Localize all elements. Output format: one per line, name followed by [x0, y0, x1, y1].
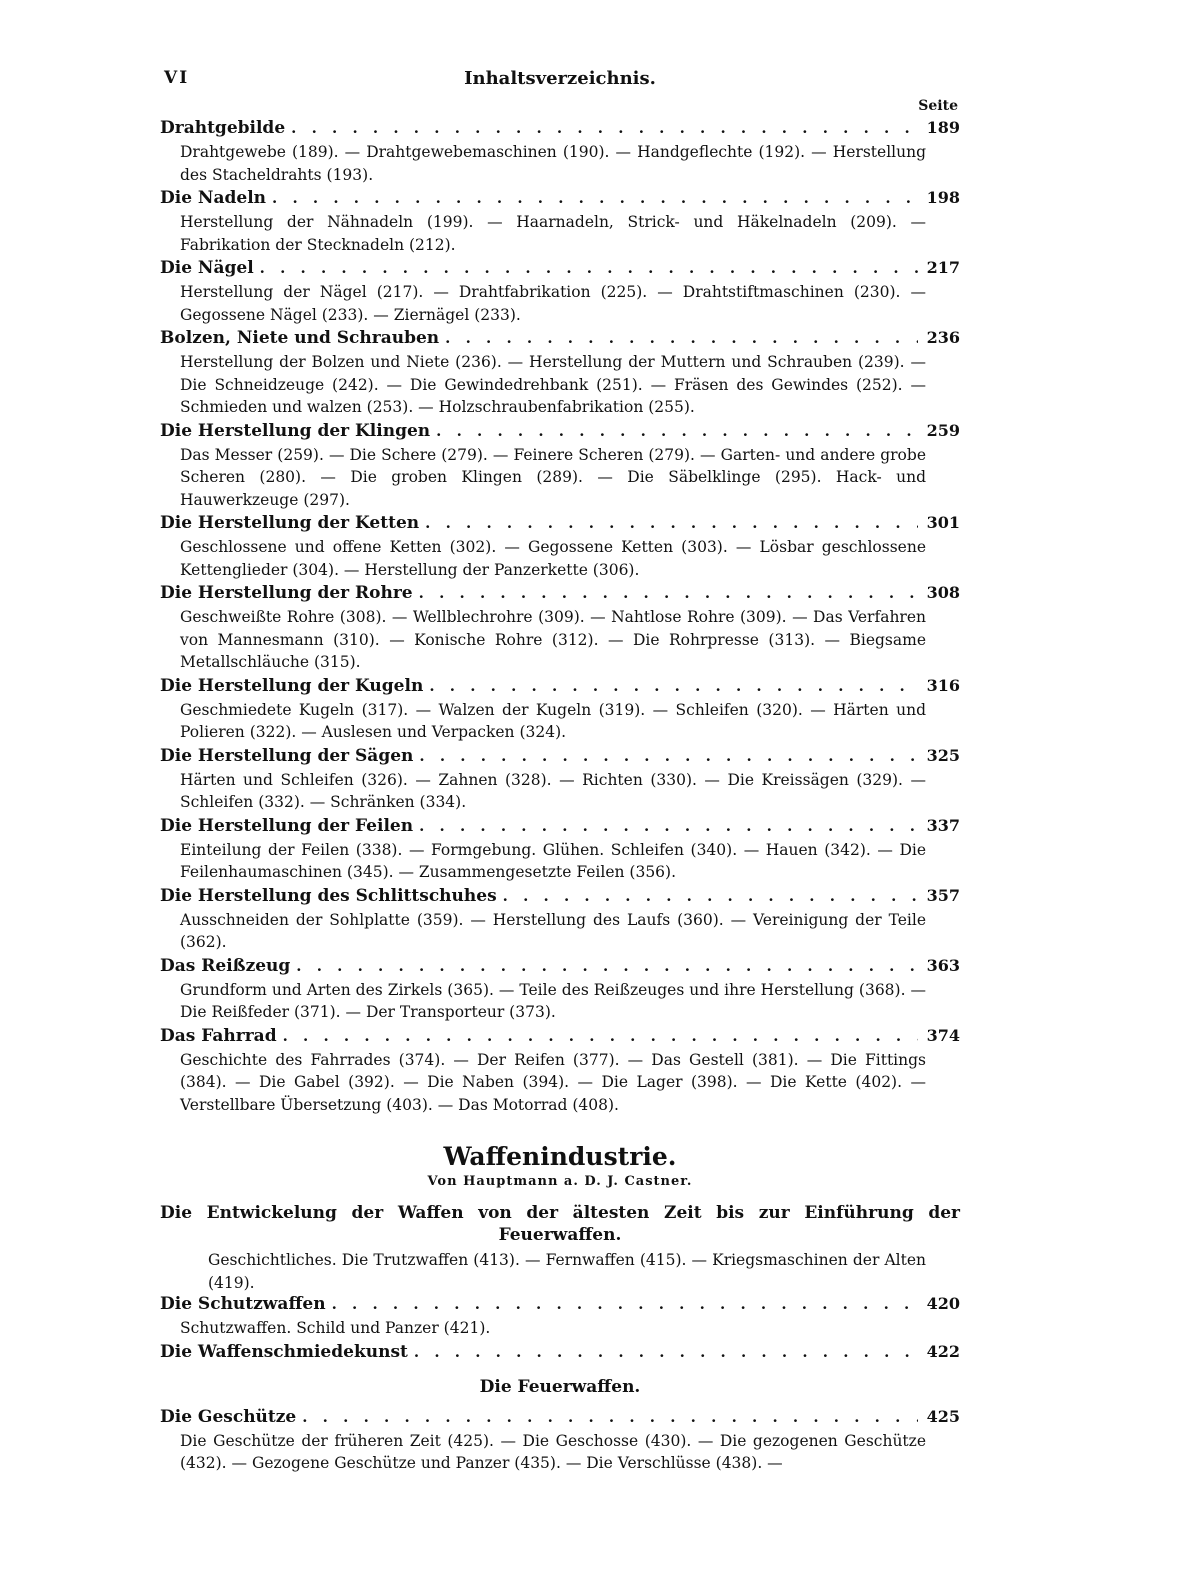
toc-entry-row — [160, 583, 960, 606]
subsection-entries — [160, 1407, 960, 1475]
dot-leader — [419, 817, 918, 835]
toc-entry-page: 217 — [926, 258, 960, 277]
toc-entry — [160, 188, 960, 256]
toc-entry — [160, 421, 960, 512]
toc-entry-row — [160, 188, 960, 211]
toc-entries — [160, 118, 960, 1116]
dot-leader — [429, 677, 918, 695]
toc-entry-desc: Herstellung der Nägel (217). — Drahtfabrikation (225). — Drahtstiftmaschinen (230). — Gegossene Nägel (233). — Ziernägel (233). — [180, 283, 926, 324]
page-number: VI — [164, 68, 190, 88]
toc-entry-desc: Geschlossene und offene Ketten (302). — Gegossene Ketten (303). — Lösbar geschlossene Kettenglieder (304). — Herstellung der Panzerkette (306). — [180, 538, 926, 579]
dot-leader — [414, 1343, 918, 1361]
dot-leader — [332, 1295, 918, 1313]
toc-entry-page: 425 — [926, 1406, 960, 1426]
toc-entry — [160, 676, 960, 744]
toc-entry-desc: Grundform und Arten des Zirkels (365). — Teile des Reißzeuges und ihre Herstellung (368). — Die Reißfeder (371). — Der Transporteur (373). — [180, 980, 926, 1021]
subsection-title: Die Feuerwaffen. — [479, 1376, 641, 1397]
toc-entry — [160, 886, 960, 954]
toc-entry-row — [160, 118, 960, 141]
toc-entry-page: 301 — [926, 513, 960, 532]
toc-entry-page: 308 — [926, 583, 960, 602]
section-entries — [160, 1294, 960, 1365]
toc-entry-page: 259 — [926, 420, 960, 440]
toc-entry-row — [160, 1294, 960, 1317]
toc-entry — [160, 1342, 960, 1365]
toc-page — [160, 68, 960, 1477]
section-author: Von Hauptmann a. D. J. Castner. — [427, 1174, 693, 1189]
dot-leader — [425, 514, 918, 532]
long-entry-desc: Geschichtliches. Die Trutzwaffen (413). — Fernwaffen (415). — Kriegsmaschinen der Alten (419). — [208, 1251, 926, 1292]
seite-label: Seite — [918, 98, 958, 114]
toc-entry-page: 357 — [926, 885, 960, 905]
long-entry-title: Die Entwickelung der Waffen von der ältesten Zeit bis zur Einführung der — [160, 1203, 960, 1223]
toc-entry-row — [160, 1342, 960, 1365]
toc-entry-row — [160, 956, 960, 979]
toc-entry-desc: Härten und Schleifen (326). — Zahnen (328). — Richten (330). — Die Kreissägen (329). — Schleifen (332). — Schränken (334). — [180, 770, 926, 811]
toc-entry-page: 316 — [926, 675, 960, 695]
dot-leader — [419, 747, 918, 765]
running-head — [160, 68, 960, 98]
toc-entry-page: 374 — [926, 1025, 960, 1045]
dot-leader — [291, 119, 918, 137]
toc-entry-desc: Die Geschütze der früheren Zeit (425). — Die Geschosse (430). — Die gezogenen Geschütze (432). — Gezogene Geschütze und Panzer (435). — Die Verschlüsse (438). — — [180, 1431, 926, 1472]
toc-entry-page: 420 — [926, 1294, 960, 1313]
dot-leader — [260, 259, 918, 277]
toc-entry-title: Die Nadeln — [160, 188, 267, 208]
dot-leader — [419, 584, 918, 602]
toc-entry-title: Die Herstellung der Ketten — [160, 513, 420, 533]
toc-entry — [160, 1407, 960, 1475]
toc-entry — [160, 1294, 960, 1340]
toc-entry — [160, 956, 960, 1024]
toc-entry-page: 198 — [926, 188, 960, 207]
toc-entry-row — [160, 1026, 960, 1049]
toc-entry — [160, 258, 960, 326]
toc-entry-desc: Einteilung der Feilen (338). — Formgebung. Glühen. Schleifen (340). — Hauen (342). — Die Feilenhaumaschinen (345). — Zusammengesetzte Feilen (356). — [180, 840, 926, 881]
toc-entry-title: Die Herstellung der Feilen — [160, 815, 414, 836]
toc-entry-row — [160, 328, 960, 351]
dot-leader — [283, 1027, 918, 1045]
toc-entry-title: Die Waffenschmiedekunst — [160, 1341, 408, 1362]
dot-leader — [296, 957, 918, 975]
toc-entry-title: Die Herstellung des Schlittschuhes — [160, 885, 497, 906]
toc-entry-page: 422 — [926, 1341, 960, 1361]
toc-entry-title: Die Herstellung der Klingen — [160, 420, 431, 441]
toc-entry-row — [160, 886, 960, 909]
toc-entry — [160, 746, 960, 814]
toc-entry-page: 363 — [926, 955, 960, 975]
toc-entry-desc: Geschichte des Fahrrades (374). — Der Reifen (377). — Das Gestell (381). — Die Fittings (384). — Die Gabel (392). — Die Naben (394). — Die Lager (398). — Die Kette (402). — Verstellbare Übersetzung (403). — Das Motorrad (408). — [180, 1050, 926, 1114]
toc-entry-desc: Geschmiedete Kugeln (317). — Walzen der Kugeln (319). — Schleifen (320). — Härten und Polieren (322). — Auslesen und Verpacken (324). — [180, 700, 926, 741]
toc-entry-row — [160, 258, 960, 281]
toc-entry-desc: Geschweißte Rohre (308). — Wellblechrohre (309). — Nahtlose Rohre (309). — Das Verfahren von Mannesmann (310). — Konische Rohre (312). — Die Rohrpresse (313). — Biegsame Metallschläuche (315). — [180, 608, 926, 671]
toc-entry-title: Die Herstellung der Rohre — [160, 583, 413, 603]
toc-entry-page: 325 — [926, 745, 960, 765]
toc-entry — [160, 513, 960, 581]
toc-entry-row — [160, 746, 960, 769]
toc-entry-title: Bolzen, Niete und Schrauben — [160, 328, 440, 348]
toc-entry-title: Die Geschütze — [160, 1406, 297, 1427]
toc-entry-row — [160, 816, 960, 839]
toc-entry-row — [160, 421, 960, 444]
toc-entry-row — [160, 513, 960, 536]
toc-entry-row — [160, 1407, 960, 1430]
toc-entry-title: Die Schutzwaffen — [160, 1294, 326, 1314]
toc-entry-desc: Herstellung der Bolzen und Niete (236). — Herstellung der Muttern und Schrauben (239). — Die Schneidzeuge (242). — Die Gewindedrehbank (251). — Fräsen des Gewindes (252). — Schmieden und walzen (253). — Holzschraubenfabrikation (255). — [180, 353, 926, 416]
toc-entry — [160, 1026, 960, 1117]
page-title: Inhaltsverzeichnis. — [464, 68, 656, 89]
toc-entry-page: 337 — [926, 815, 960, 835]
toc-entry — [160, 118, 960, 186]
long-entry-title-cont: Feuerwaffen. — [498, 1225, 622, 1245]
toc-entry-title: Die Nägel — [160, 258, 254, 278]
toc-entry-title: Das Fahrrad — [160, 1025, 277, 1046]
toc-entry-page: 236 — [926, 328, 960, 347]
dot-leader — [302, 1408, 918, 1426]
toc-entry-desc: Ausschneiden der Sohlplatte (359). — Herstellung des Laufs (360). — Vereinigung der Teile (362). — [180, 910, 926, 951]
dot-leader — [503, 887, 918, 905]
toc-entry-desc: Schutzwaffen. Schild und Panzer (421). — [180, 1319, 491, 1337]
toc-entry-title: Das Reißzeug — [160, 955, 291, 976]
toc-entry-row — [160, 676, 960, 699]
toc-entry-title: Die Herstellung der Sägen — [160, 745, 414, 766]
toc-entry — [160, 328, 960, 419]
dot-leader — [445, 329, 918, 347]
toc-entry-page: 189 — [926, 118, 960, 137]
toc-entry-title: Die Herstellung der Kugeln — [160, 675, 424, 696]
toc-entry-desc: Drahtgewebe (189). — Drahtgewebemaschinen (190). — Handgeflechte (192). — Herstellung des Stacheldrahts (193). — [180, 143, 926, 184]
toc-entry-desc: Herstellung der Nähnadeln (199). — Haarnadeln, Strick- und Häkelnadeln (209). — Fabrikation der Stecknadeln (212). — [180, 213, 926, 254]
toc-entry-title: Drahtgebilde — [160, 118, 286, 138]
dot-leader — [272, 189, 918, 207]
toc-entry-desc: Das Messer (259). — Die Schere (279). — Feinere Scheren (279). — Garten- und andere grobe Scheren (280). — Die groben Klingen (289). — Die Säbelklinge (295). Hack- und Hauwerkzeuge (297). — [180, 445, 926, 509]
dot-leader — [436, 422, 918, 440]
toc-entry — [160, 816, 960, 884]
section-title: Waffenindustrie. — [443, 1142, 677, 1171]
toc-entry — [160, 583, 960, 674]
